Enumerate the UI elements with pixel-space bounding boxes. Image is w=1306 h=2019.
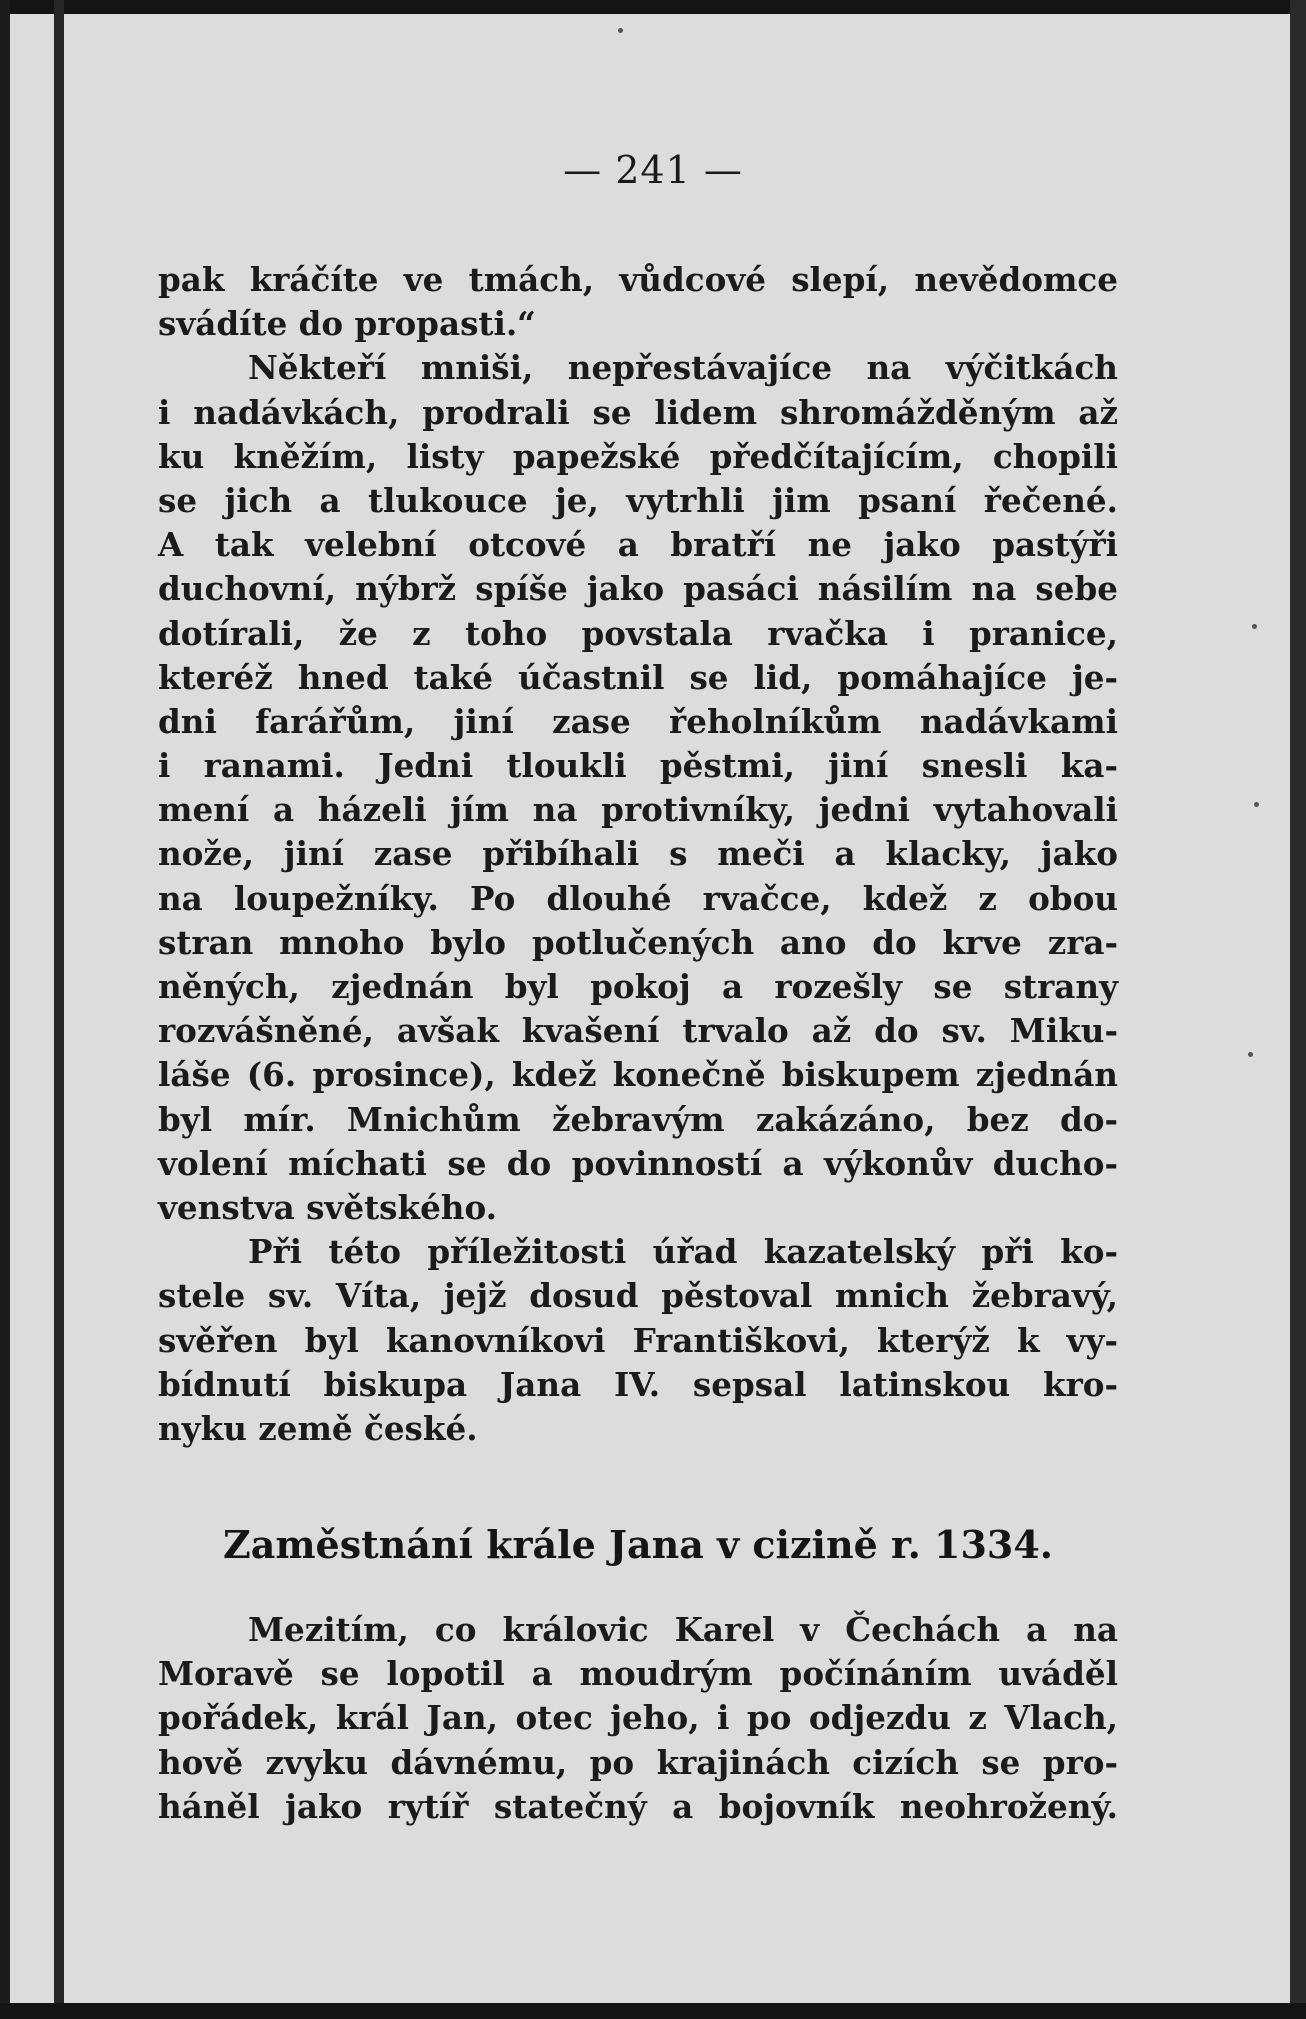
text-line: byl mír. Mnichům žebravým zakázáno, bez do- <box>158 1099 1118 1139</box>
text-line: dotírali, že z toho povstala rvačka i pranice, <box>158 613 1118 653</box>
text-line: svěřen byl kanovníkovi Františkovi, kterýž k vy- <box>158 1320 1118 1360</box>
text-line: Moravě se lopotil a moudrým počínáním uváděl <box>158 1654 1118 1694</box>
text-line: se jich a tlukouce je, vytrhli jim psaní řečené. <box>158 480 1118 520</box>
text-line: i ranami. Jedni tloukli pěstmi, jiní snesli ka- <box>158 746 1118 786</box>
text-line: láše (6. prosince), kdež konečně biskupem zjednán <box>158 1055 1118 1095</box>
text-line: ku kněžím, listy papežské předčítajícím, chopili <box>158 436 1118 476</box>
text-line: i nadávkách, prodrali se lidem shromážděným až <box>158 392 1118 432</box>
text-line: na loupežníky. Po dlouhé rvačce, kdež z obou <box>158 878 1118 918</box>
text-line: stran mnoho bylo potlučených ano do krve zra- <box>158 922 1118 962</box>
scan-edge-right <box>1290 0 1306 2019</box>
text-line: bídnutí biskupa Jana IV. sepsal latinskou kro- <box>158 1364 1118 1404</box>
text-line: kteréž hned také účastnil se lid, pomáhajíce je- <box>158 657 1118 697</box>
page-number: — 241 — <box>563 148 743 192</box>
text-line: stele sv. Víta, jejž dosud pěstoval mnich žebravý, <box>158 1276 1118 1316</box>
text-line: svádíte do propasti.“ <box>158 304 536 344</box>
section-heading: Zaměstnání krále Jana v cizině r. 1334. <box>222 1522 1054 1567</box>
text-line: nože, jiní zase přibíhali s meči a klacky, jako <box>158 834 1118 874</box>
body-text-bottom <box>158 1608 1118 1829</box>
text-line: Někteří mniši, nepřestávajíce na výčitkách <box>248 348 1118 388</box>
body-text-top <box>158 258 1118 1451</box>
text-line: duchovní, nýbrž spíše jako pasáci násilím na sebe <box>158 569 1118 609</box>
text-line: dni farářům, jiní zase řeholníkům nadávkami <box>158 701 1118 741</box>
text-line: nyku země české. <box>158 1408 478 1448</box>
text-line: Mezitím, co královic Karel v Čechách a na <box>248 1610 1118 1649</box>
scan-speck <box>1248 1052 1253 1057</box>
scan-edge-left <box>0 0 10 2019</box>
text-line: háněl jako rytíř statečný a bojovník neohrožený. <box>158 1786 1118 1826</box>
scan-edge-bottom <box>0 2003 1306 2019</box>
text-line: hově zvyku dávnému, po krajinách cizích se pro- <box>158 1742 1118 1782</box>
text-line: Při této příležitosti úřad kazatelský při ko- <box>248 1232 1118 1272</box>
scan-speck <box>618 28 623 33</box>
text-line: venstva světského. <box>158 1187 497 1227</box>
text-line: A tak velební otcové a bratří ne jako pastýři <box>158 525 1118 565</box>
binding-gutter <box>54 0 64 2019</box>
text-line: něných, zjednán byl pokoj a rozešly se strany <box>158 967 1118 1006</box>
text-line: volení míchati se do povinností a výkonův ducho- <box>158 1143 1118 1183</box>
text-line: pak kráčíte ve tmách, vůdcové slepí, nevědomce <box>158 260 1118 299</box>
text-line: mení a házeli jím na protivníky, jedni vytahovali <box>158 790 1118 830</box>
text-line: rozvášněné, avšak kvašení trvalo až do sv. Miku- <box>158 1011 1118 1051</box>
text-line: pořádek, král Jan, otec jeho, i po odjezdu z Vlach, <box>158 1698 1118 1738</box>
scan-speck <box>1252 624 1257 629</box>
scan-edge-top <box>0 0 1306 14</box>
scan-speck <box>1254 802 1259 807</box>
